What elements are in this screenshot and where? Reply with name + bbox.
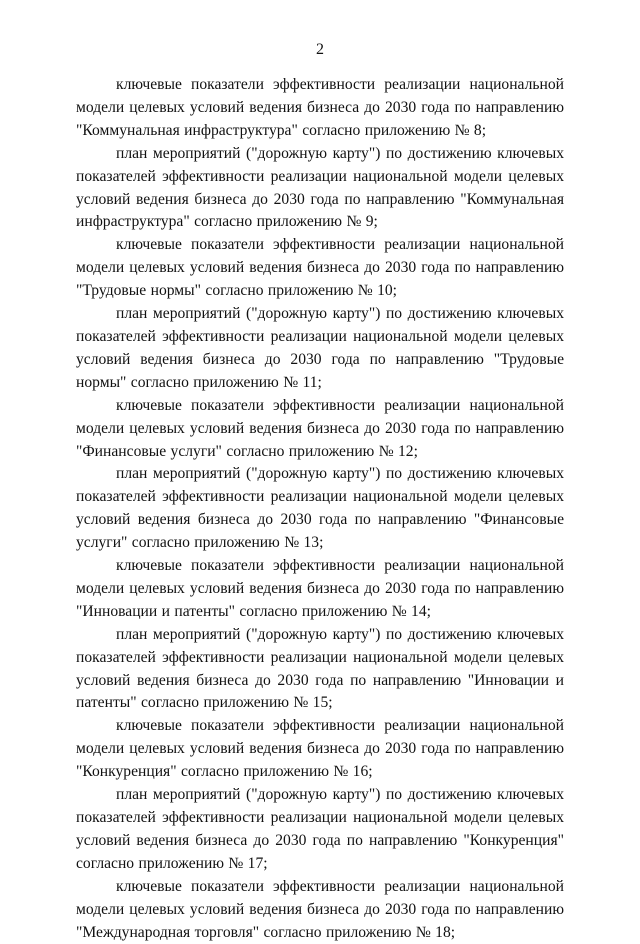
paragraph: ключевые показатели эффективности реализации национальной модели целевых условий ведения бизнеса до 2030 года по направлению "Финансовые услуги" согласно приложению № 12; xyxy=(76,396,564,460)
paragraph: ключевые показатели эффективности реализации национальной модели целевых условий ведения бизнеса до 2030 года по направлению "Международная торговля" согласно приложению № 18; xyxy=(76,877,564,941)
paragraph: план мероприятий ("дорожную карту") по достижению ключевых показателей эффективности реализации национальной модели целевых условий ведения бизнеса до 2030 года по направлению "Финансовые услуги" согласно приложению № 13; xyxy=(76,465,564,552)
paragraph: ключевые показатели эффективности реализации национальной модели целевых условий ведения бизнеса до 2030 года по направлению "Трудовые нормы" согласно приложению № 10; xyxy=(76,236,564,300)
paragraph: план мероприятий ("дорожную карту") по достижению ключевых показателей эффективности реализации национальной модели целевых условий ведения бизнеса до 2030 года по направлению "Трудовые нормы" согласно приложению № 11; xyxy=(76,305,564,391)
document-body xyxy=(76,74,564,944)
paragraph: ключевые показатели эффективности реализации национальной модели целевых условий ведения бизнеса до 2030 года по направлению "Конкуренция" согласно приложению № 16; xyxy=(76,717,564,781)
paragraph: ключевые показатели эффективности реализации национальной модели целевых условий ведения бизнеса до 2030 года по направлению "Инновации и патенты" согласно приложению № 14; xyxy=(76,557,564,620)
paragraph: ключевые показатели эффективности реализации национальной модели целевых условий ведения бизнеса до 2030 года по направлению "Коммунальная инфраструктура" согласно приложению № 8; xyxy=(76,76,564,139)
paragraph: план мероприятий ("дорожную карту") по достижению ключевых показателей эффективности реализации национальной модели целевых условий ведения бизнеса до 2030 года по направлению "Конкуренция" согласно приложению № 17; xyxy=(76,786,564,872)
paragraph: план мероприятий ("дорожную карту") по достижению ключевых показателей эффективности реализации национальной модели целевых условий ведения бизнеса до 2030 года по направлению "Инновации и патенты" согласно приложению № 15; xyxy=(76,625,564,712)
page-number: 2 xyxy=(316,41,324,58)
paragraph: план мероприятий ("дорожную карту") по достижению ключевых показателей эффективности реализации национальной модели целевых условий ведения бизнеса до 2030 года по направлению "Коммунальная инфраструктура" согласно приложению № 9; xyxy=(76,144,564,231)
